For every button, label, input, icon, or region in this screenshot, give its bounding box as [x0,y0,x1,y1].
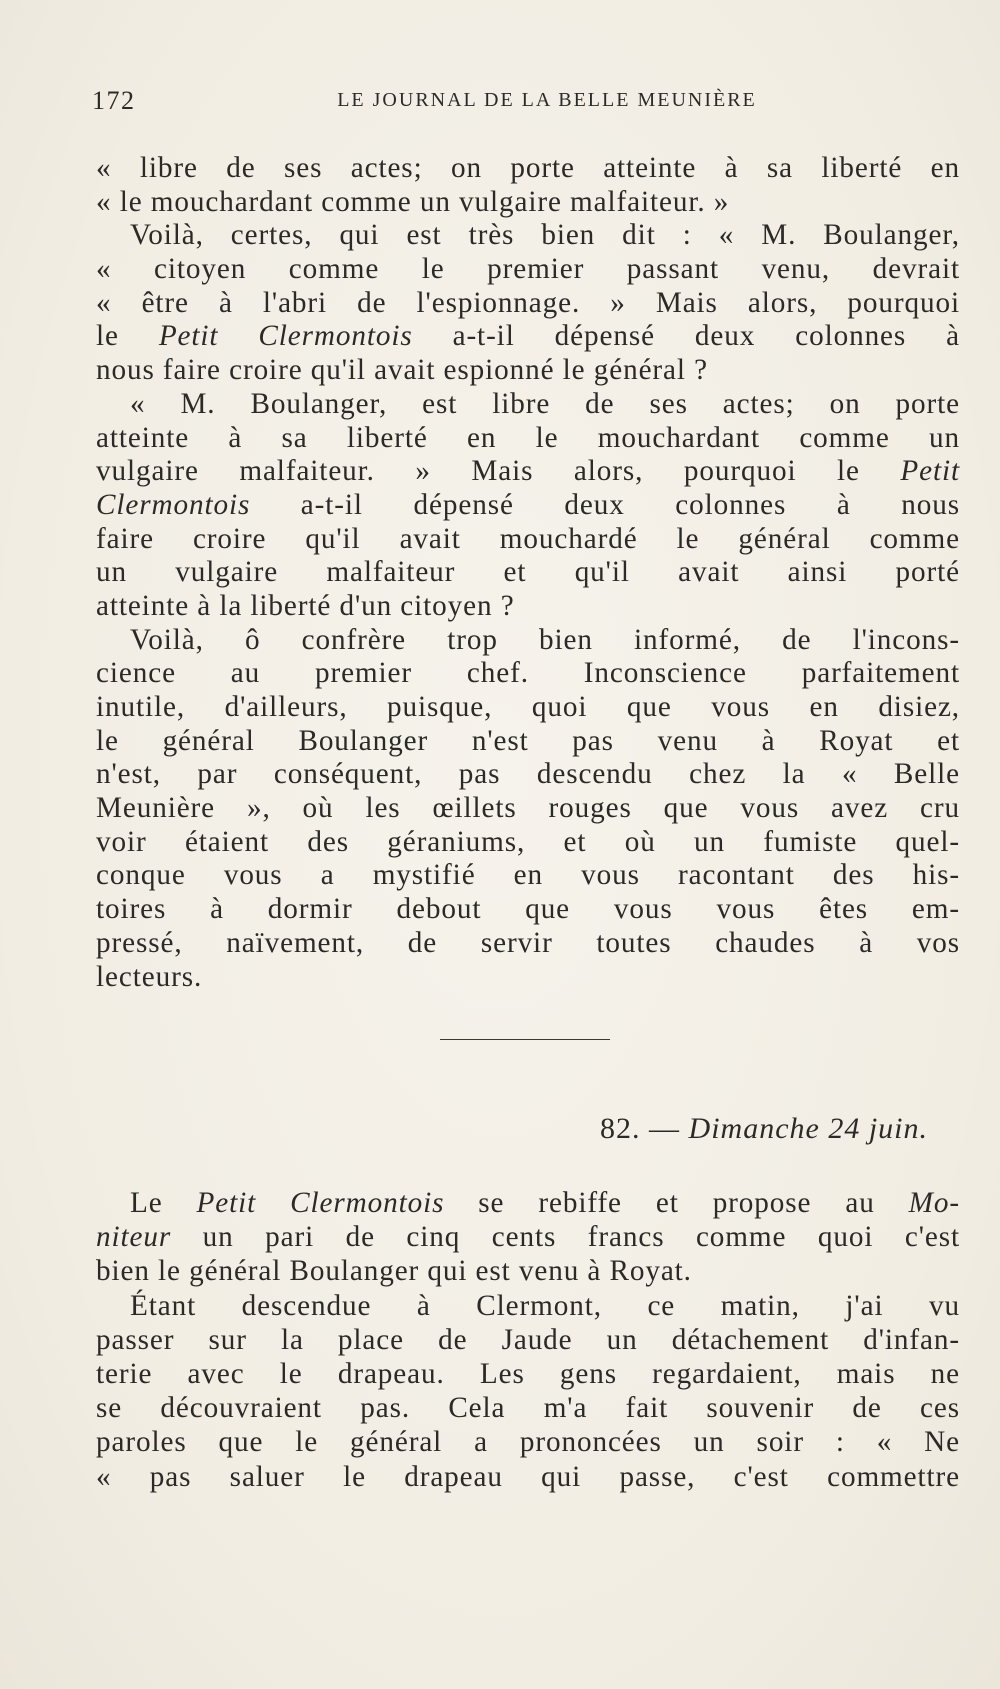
text-line: atteinte à sa liberté en le mouchardant comme un [96,421,960,454]
text-line: « M. Boulanger, est libre de ses actes; on porte [130,387,960,420]
text-line: inutile, d'ailleurs, puisque, quoi que vous en disiez, [96,691,960,723]
text-line: le général Boulanger n'est pas venu à Royat et [96,724,960,757]
text-line: se découvraient pas. Cela m'a fait souvenir de ces [96,1392,960,1425]
page-number: 172 [92,86,136,115]
running-title: LE JOURNAL DE LA BELLE MEUNIÈRE [337,89,757,111]
text-line: conque vous a mystifié en vous racontant des his- [96,859,960,892]
entry-date: Dimanche 24 juin. [688,1112,928,1145]
newspaper-title: Petit Clermontois [158,320,413,353]
entry-number: 82. — [600,1112,689,1145]
text-line: n'est, par conséquent, pas descendu chez la « Belle [96,758,960,791]
text-line: bien le général Boulanger qui est venu à Royat. [96,1255,692,1288]
text-line: cience au premier chef. Inconscience parfaitement [96,657,960,690]
text-line: Clermontois a-t-il dépensé deux colonnes à nous [96,488,960,521]
text-line: « être à l'abri de l'espionnage. » Mais alors, pourquoi [96,286,960,319]
text-line: Étant descendue à Clermont, ce matin, j'ai vu [130,1289,960,1322]
newspaper-title: Petit [900,455,960,488]
text-line: vulgaire malfaiteur. » Mais alors, pourquoi le Petit [96,455,960,488]
text-line: paroles que le général a prononcées un soir : « Ne [96,1426,960,1459]
text-line: atteinte à la liberté d'un citoyen ? [96,589,515,622]
body-text-upper [96,152,960,994]
text-line: faire croire qu'il avait mouchardé le général comme [96,522,960,555]
text-line: nous faire croire qu'il avait espionné le général ? [96,354,708,387]
text-line: « le mouchardant comme un vulgaire malfaiteur. » [96,185,730,218]
newspaper-title: niteur [96,1221,172,1254]
text-line: voir étaient des géraniums, et où un fumiste quel- [96,825,960,858]
text-line: un vulgaire malfaiteur et qu'il avait ainsi porté [96,556,960,589]
newspaper-title: Petit Clermontois [196,1187,445,1219]
text-line: toires à dormir debout que vous vous êtes em- [96,893,960,926]
text-line: « citoyen comme le premier passant venu, devrait [96,253,960,286]
text-line: niteur un pari de cinq cents francs comme quoi c'est [96,1221,960,1254]
text-line: « libre de ses actes; on porte atteinte à sa liberté en [96,152,960,184]
running-head [92,86,962,116]
text-line: lecteurs. [96,960,203,993]
text-line: passer sur la place de Jaude un détachement d'infan- [96,1323,960,1356]
newspaper-title: Clermontois [96,488,251,521]
section-separator [440,1039,610,1040]
text-line: Meunière », où les œillets rouges que vous avez cru [96,792,960,825]
text-line: Voilà, ô confrère trop bien informé, de l'incons- [130,623,960,656]
newspaper-title: Mo- [908,1187,960,1219]
body-text-lower [96,1186,960,1494]
entry-heading [600,1112,928,1146]
text-line: pressé, naïvement, de servir toutes chaudes à vos [96,926,960,959]
text-line: le Petit Clermontois a-t-il dépensé deux colonnes à [96,320,960,353]
text-line: Le Petit Clermontois se rebiffe et propose au Mo- [130,1187,960,1219]
text-line: terie avec le drapeau. Les gens regardaient, mais ne [96,1357,960,1390]
text-line: « pas saluer le drapeau qui passe, c'est commettre [96,1460,960,1493]
text-line: Voilà, certes, qui est très bien dit : « M. Boulanger, [130,219,960,252]
